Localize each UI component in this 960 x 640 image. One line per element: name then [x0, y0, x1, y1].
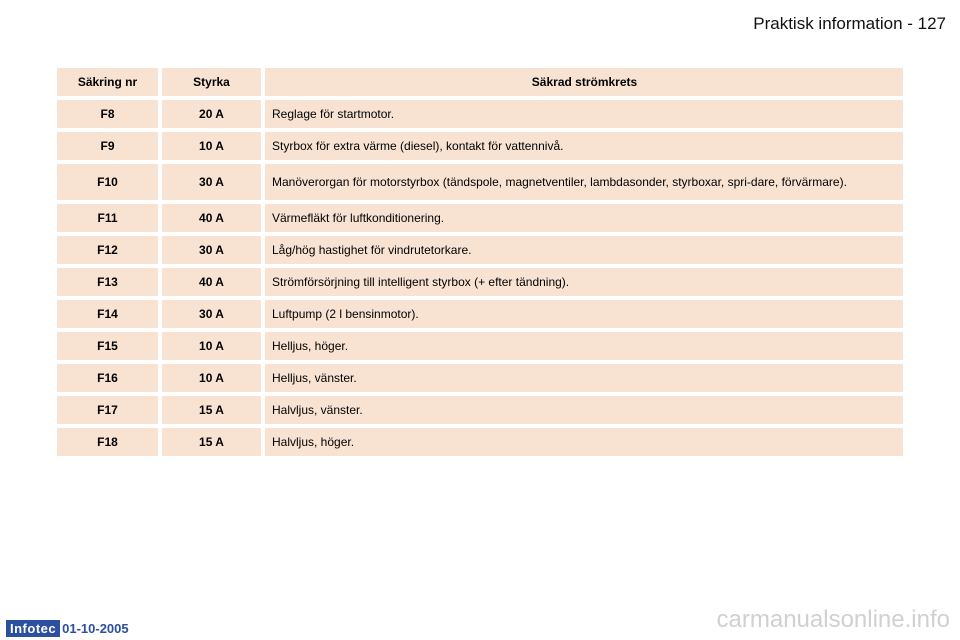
fuse-number: F15	[57, 332, 158, 360]
fuse-circuit: Låg/hög hastighet för vindrutetorkare.	[265, 236, 903, 264]
fuse-number: F13	[57, 268, 158, 296]
fuse-circuit: Halvljus, höger.	[265, 428, 903, 456]
fuse-number: F16	[57, 364, 158, 392]
table-row	[57, 100, 903, 128]
table-row	[57, 300, 903, 328]
fuse-rating: 15 A	[162, 428, 261, 456]
table-header-row	[57, 68, 903, 96]
fuse-circuit: Strömförsörjning till intelligent styrbox (+ efter tändning).	[265, 268, 903, 296]
fuse-rating: 40 A	[162, 204, 261, 232]
fuse-circuit: Halvljus, vänster.	[265, 396, 903, 424]
table-row	[57, 396, 903, 424]
table-row	[57, 428, 903, 456]
table-row	[57, 332, 903, 360]
table-row	[57, 364, 903, 392]
fuse-rating: 10 A	[162, 364, 261, 392]
table-row	[57, 132, 903, 160]
footer	[6, 620, 129, 637]
fuse-rating: 40 A	[162, 268, 261, 296]
fuse-rating: 15 A	[162, 396, 261, 424]
fuse-table	[57, 68, 903, 460]
fuse-number: F11	[57, 204, 158, 232]
table-row	[57, 164, 903, 200]
column-header-fuse: Säkring nr	[57, 68, 158, 96]
footer-date: 01-10-2005	[62, 621, 129, 636]
fuse-rating: 10 A	[162, 332, 261, 360]
fuse-circuit: Luftpump (2 l bensinmotor).	[265, 300, 903, 328]
fuse-number: F9	[57, 132, 158, 160]
table-row	[57, 236, 903, 264]
fuse-rating: 30 A	[162, 164, 261, 200]
fuse-number: F8	[57, 100, 158, 128]
fuse-circuit: Värmefläkt för luftkonditionering.	[265, 204, 903, 232]
watermark: carmanualsonline.info	[716, 606, 950, 633]
column-header-rating: Styrka	[162, 68, 261, 96]
fuse-number: F12	[57, 236, 158, 264]
fuse-circuit: Helljus, vänster.	[265, 364, 903, 392]
fuse-circuit: Styrbox för extra värme (diesel), kontakt för vattennivå.	[265, 132, 903, 160]
page-title: Praktisk information - 127	[753, 14, 946, 33]
fuse-rating: 10 A	[162, 132, 261, 160]
fuse-number: F10	[57, 164, 158, 200]
infotec-logo: Infotec	[6, 620, 60, 637]
fuse-number: F18	[57, 428, 158, 456]
fuse-number: F14	[57, 300, 158, 328]
fuse-rating: 30 A	[162, 300, 261, 328]
table-row	[57, 204, 903, 232]
fuse-circuit: Reglage för startmotor.	[265, 100, 903, 128]
fuse-circuit: Helljus, höger.	[265, 332, 903, 360]
fuse-rating: 20 A	[162, 100, 261, 128]
fuse-circuit: Manöverorgan för motorstyrbox (tändspole, magnetventiler, lambdasonder, styrboxar, spri-dare, förvärmare).	[265, 164, 903, 200]
fuse-rating: 30 A	[162, 236, 261, 264]
fuse-number: F17	[57, 396, 158, 424]
column-header-circuit: Säkrad strömkrets	[265, 68, 903, 96]
table-row	[57, 268, 903, 296]
